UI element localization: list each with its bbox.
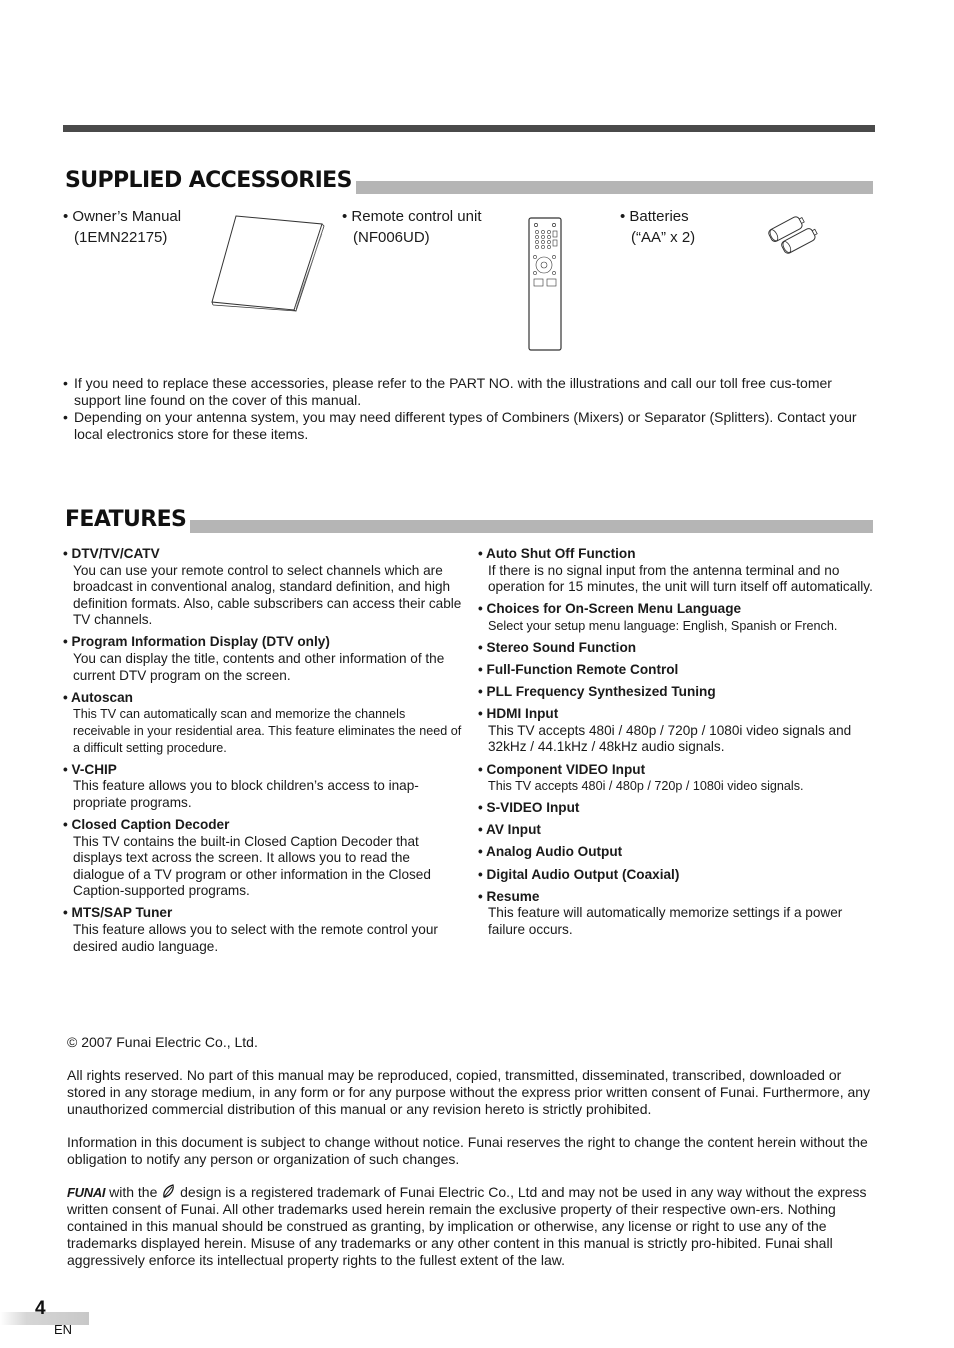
feature-description: Select your setup menu language: English, Spanish or French. bbox=[488, 618, 838, 633]
feature-item bbox=[63, 546, 463, 629]
feature-description: This feature allows you to block children’s access to inap-propriate programs. bbox=[73, 778, 419, 810]
trademark-text bbox=[67, 1184, 875, 1269]
accessory-label-line: • Batteries bbox=[620, 208, 689, 225]
feature-description: This TV can automatically scan and memorize the channels receivable in your residential area. This feature eliminates the need of a difficult setting procedure. bbox=[73, 707, 462, 755]
feature-name: • Stereo Sound Function bbox=[478, 639, 637, 655]
features-right-column bbox=[478, 546, 876, 944]
feature-description: This TV accepts 480i / 480p / 720p / 1080i video signals and 32kHz / 44.1kHz / 48kHz audio signals. bbox=[488, 722, 852, 755]
feature-name: • Closed Caption Decoder bbox=[63, 816, 230, 832]
accessories-heading bbox=[65, 165, 873, 195]
feature-name: • Component VIDEO Input bbox=[478, 761, 646, 777]
remote-control-icon bbox=[528, 217, 562, 351]
feature-description: This TV contains the built-in Closed Caption Decoder that displays text across the screen. It allows you to read the dialogue of a TV program or other information in the Closed Caption-supported programs. bbox=[73, 833, 431, 899]
feature-name: • Analog Audio Output bbox=[478, 844, 623, 860]
feature-name: • Digital Audio Output (Coaxial) bbox=[478, 866, 680, 882]
feature-name: • HDMI Input bbox=[478, 706, 559, 722]
feature-name: • Full-Function Remote Control bbox=[478, 662, 679, 678]
feature-item bbox=[478, 867, 876, 884]
feature-description: If there is no signal input from the antenna terminal and no operation for 15 minutes, the unit will turn itself off automatically. bbox=[488, 562, 873, 595]
feature-item bbox=[63, 690, 463, 756]
feature-item bbox=[478, 822, 876, 839]
manual-icon bbox=[210, 212, 326, 312]
page-number: 4 bbox=[35, 1298, 46, 1319]
rights-text: All rights reserved. No part of this manual may be reproduced, copied, transmitted, disseminated, transcribed, downloaded or stored in any storage medium, in any form or for any purpose without the express prior written consent of Funai. Furthermore, any unauthorized commercial distribution of this manual or any revision hereto is strictly prohibited. bbox=[67, 1067, 871, 1117]
feature-item bbox=[478, 601, 876, 634]
feature-name: • Auto Shut Off Function bbox=[478, 546, 636, 561]
accessory-remote-label bbox=[342, 206, 481, 248]
feature-item bbox=[63, 817, 463, 900]
feature-description: This feature allows you to select with the remote control your desired audio language. bbox=[73, 921, 438, 954]
accessory-manual-label bbox=[63, 206, 181, 248]
feature-description: This TV accepts 480i / 480p / 720p / 1080i video signals. bbox=[488, 779, 804, 794]
funai-logo: FUNAI bbox=[67, 1184, 106, 1200]
feature-item bbox=[478, 762, 876, 795]
feature-item bbox=[478, 800, 876, 817]
feature-description: You can display the title, contents and other information of the current DTV program on the screen. bbox=[73, 651, 445, 683]
funai-leaf-icon bbox=[161, 1184, 176, 1199]
feature-name: • PLL Frequency Synthesized Tuning bbox=[478, 684, 716, 700]
accessory-label-line: (“AA” x 2) bbox=[631, 229, 696, 246]
accessory-note: • Depending on your antenna system, you may need different types of Combiners (Mixers) or Separator (Splitters). Contact your local electronics store for these items. bbox=[63, 409, 875, 442]
feature-item bbox=[478, 889, 876, 939]
feature-description: This feature will automatically memorize settings if a power failure occurs. bbox=[488, 905, 843, 937]
feature-name: • S-VIDEO Input bbox=[478, 800, 580, 816]
feature-item bbox=[478, 662, 876, 679]
feature-item bbox=[63, 634, 463, 684]
accessory-label-line: • Remote control unit bbox=[342, 208, 482, 225]
feature-name: • V-CHIP bbox=[63, 761, 117, 777]
feature-description: You can use your remote control to select channels which are broadcast in conventional analog, standard definition, and high definition formats. Also, cable subscribers can access their cable TV channels. bbox=[73, 562, 462, 628]
accessories-title: SUPPLIED ACCESSORIES bbox=[65, 167, 356, 195]
top-rule bbox=[63, 125, 875, 132]
feature-item bbox=[478, 640, 876, 657]
legal-notice bbox=[67, 1034, 875, 1285]
copyright-text: © 2007 Funai Electric Co., Ltd. bbox=[67, 1034, 258, 1050]
feature-name: • Autoscan bbox=[63, 689, 133, 705]
feature-item bbox=[478, 706, 876, 756]
trademark-text-part: design is a registered trademark of Funai Electric Co., Ltd and may not be used in any way without the express written consent of Funai. All other trademarks used herein remain the exclusive property of their respective own-ers. Nothing contained in this manual should be construed as granting, by implication or otherwise, any license or right to use any of the trademarks displayed herein. Misuse of any trademarks or any other content in this manual is strictly pro-hibited. Funai shall aggressively enforce its intellectual property rights to the fullest extent of the law. bbox=[67, 1183, 867, 1268]
features-left-column bbox=[63, 546, 463, 961]
batteries-icon bbox=[765, 210, 825, 254]
accessory-note: • If you need to replace these accessories, please refer to the PART NO. with the illustrations and call our toll free cus-tomer support line found on the cover of this manual. bbox=[63, 375, 875, 408]
feature-name: • Choices for On-Screen Menu Language bbox=[478, 601, 742, 617]
feature-name: • MTS/SAP Tuner bbox=[63, 905, 173, 921]
feature-name: • DTV/TV/CATV bbox=[63, 546, 160, 561]
accessory-label-line: • Owner’s Manual bbox=[63, 208, 182, 225]
feature-name: • AV Input bbox=[478, 822, 541, 838]
feature-name: • Program Information Display (DTV only) bbox=[63, 634, 330, 650]
features-title: FEATURES bbox=[65, 506, 190, 534]
feature-item bbox=[63, 905, 463, 955]
accessory-batteries-label bbox=[620, 206, 695, 248]
feature-name: • Resume bbox=[478, 888, 540, 904]
language-code: EN bbox=[54, 1322, 73, 1337]
trademark-text-part: with the bbox=[109, 1183, 158, 1200]
change-notice-text: Information in this document is subject to change without notice. Funai reserves the right to change the content herein without the obligation to notify any person or organization of such changes. bbox=[67, 1133, 868, 1167]
feature-item bbox=[478, 844, 876, 861]
accessory-label-line: (1EMN22175) bbox=[74, 229, 168, 246]
accessory-notes bbox=[63, 375, 875, 443]
feature-item bbox=[478, 684, 876, 701]
feature-item bbox=[478, 546, 876, 596]
accessory-label-line: (NF006UD) bbox=[353, 229, 430, 246]
features-heading bbox=[65, 504, 873, 534]
feature-item bbox=[63, 762, 463, 812]
